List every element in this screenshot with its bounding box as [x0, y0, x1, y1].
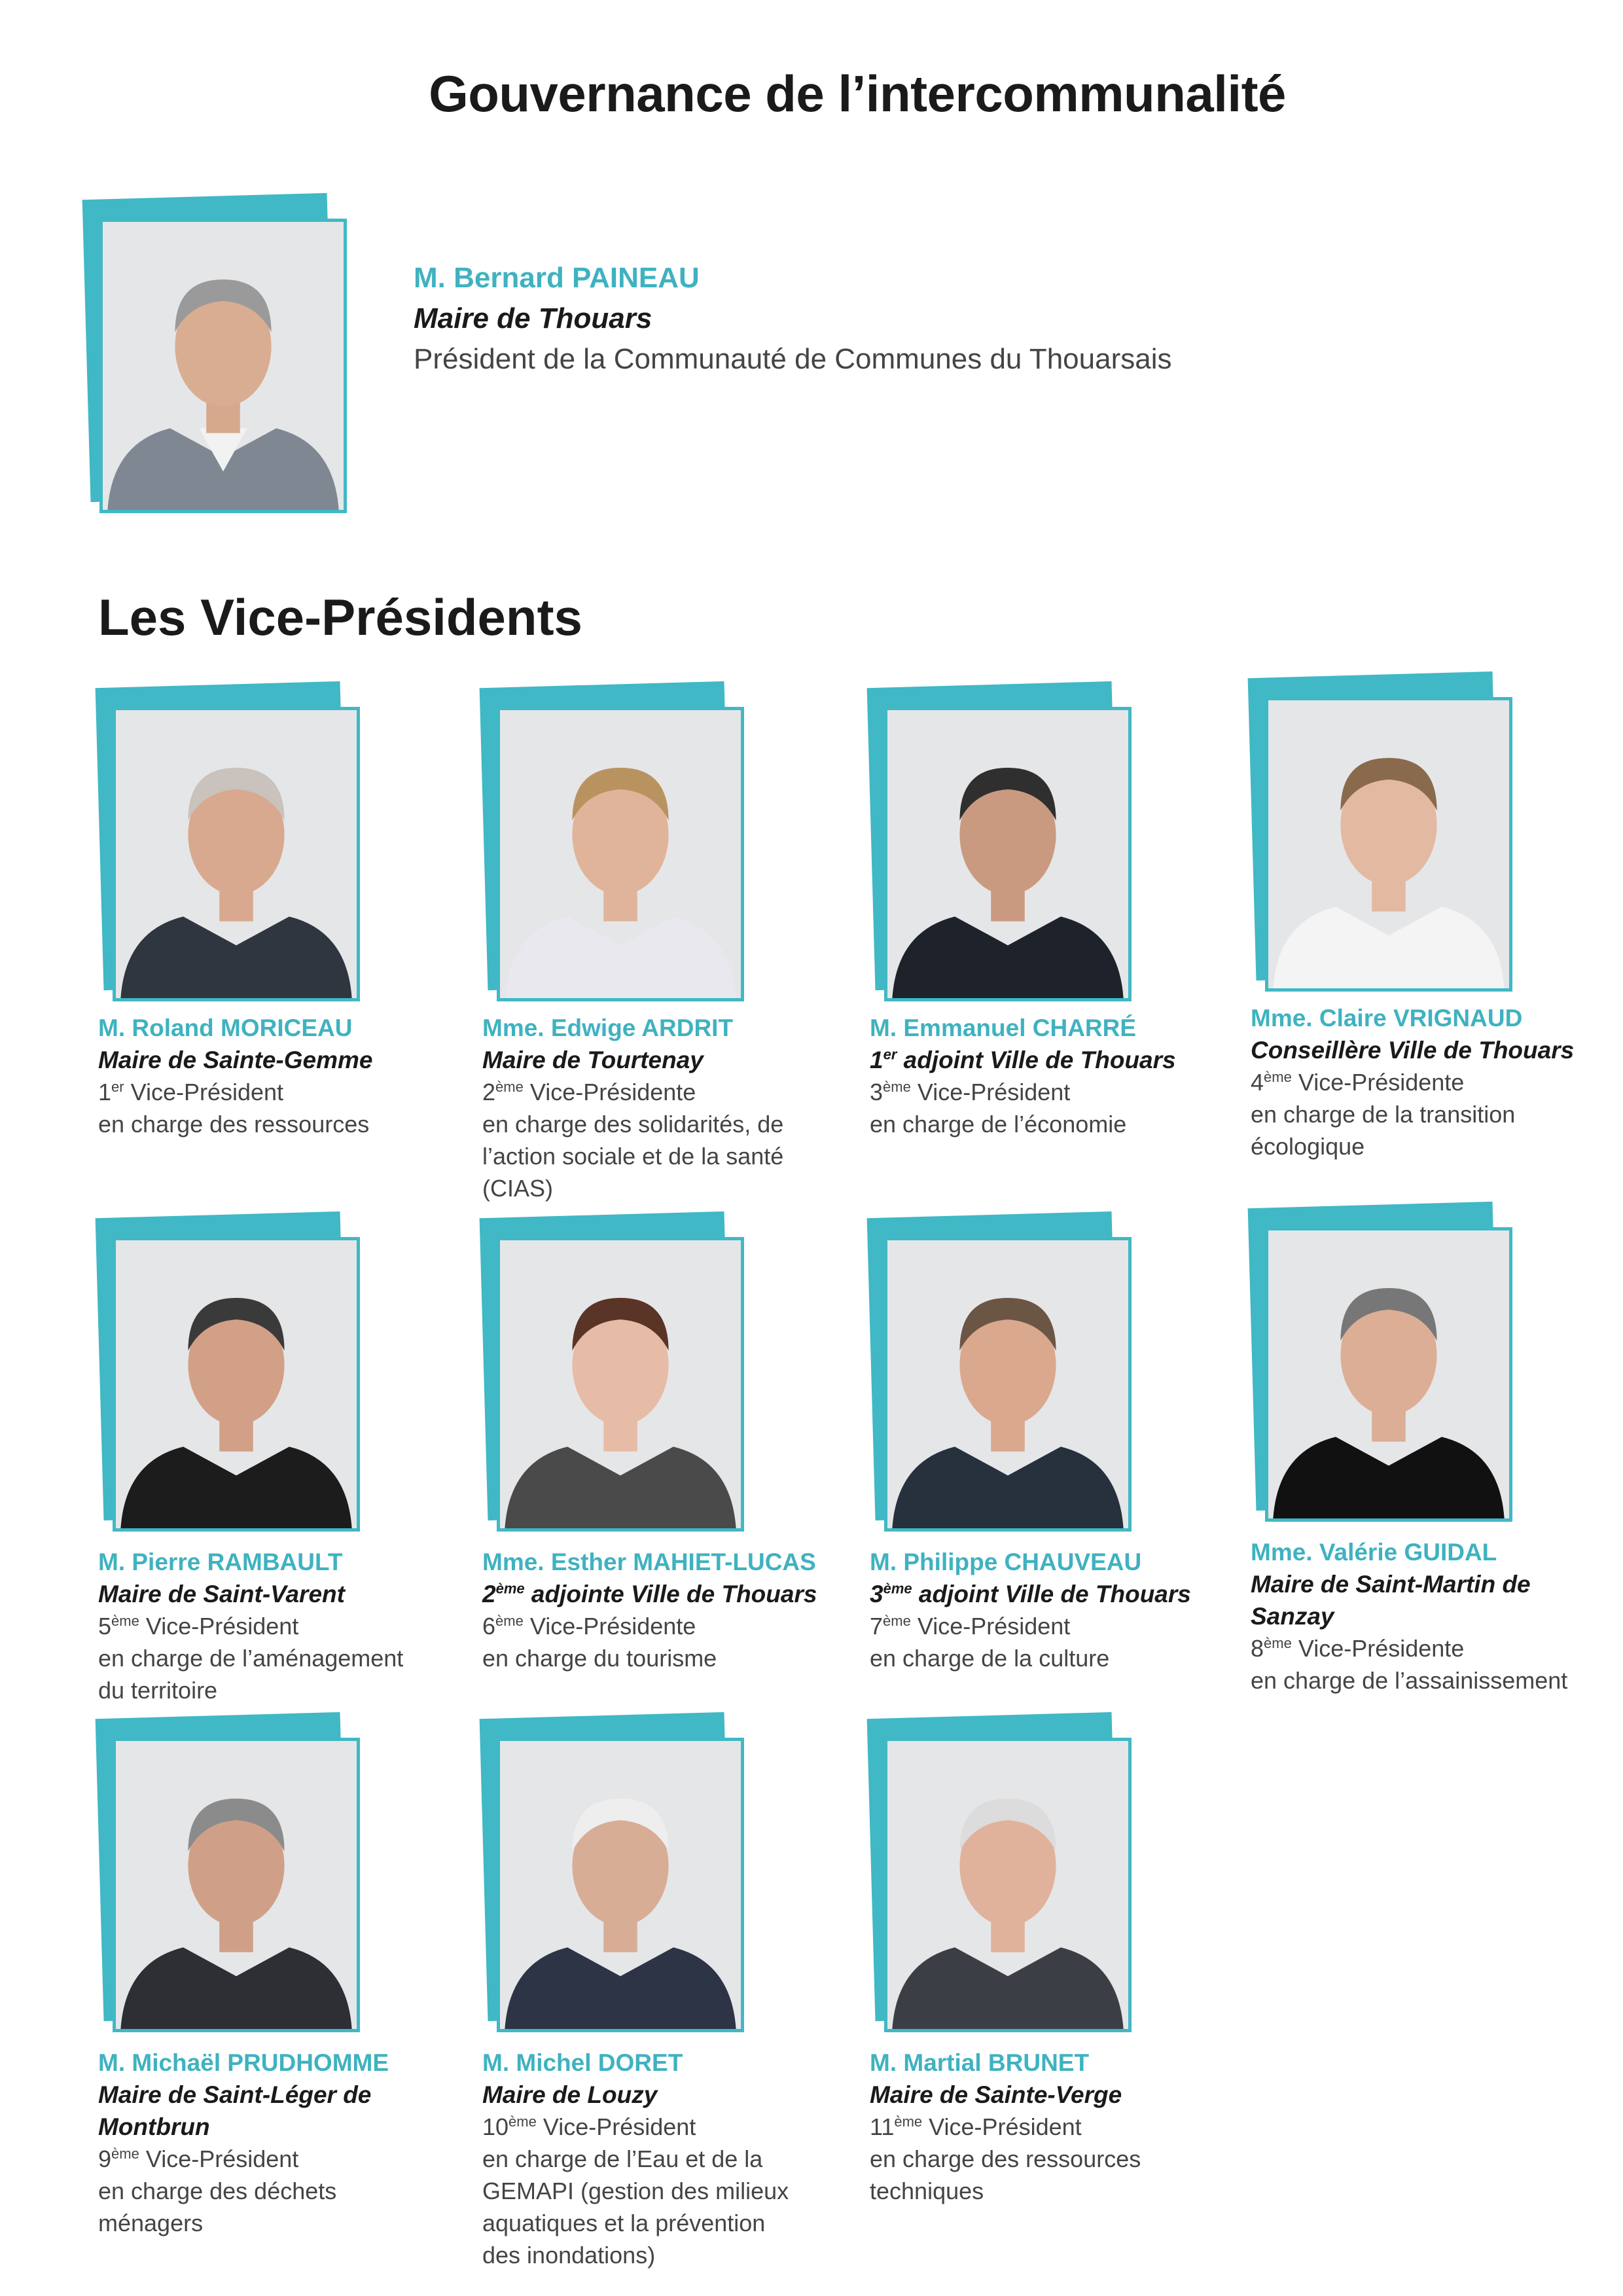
vp-role: Maire de Saint-Martin de Sanzay	[1251, 1571, 1531, 1630]
ordinal-suffix: ème	[883, 1580, 912, 1597]
portrait-photo	[497, 707, 744, 1001]
vp-photo-frame	[98, 681, 360, 1001]
vp-rank: 9ème Vice-Président	[98, 2145, 299, 2172]
vp-role: Maire de Louzy	[482, 2081, 658, 2108]
vp-rank: 1er Vice-Président	[98, 1079, 284, 1105]
portrait-photo	[884, 707, 1132, 1001]
vp-rank: 10ème Vice-Président	[482, 2113, 696, 2140]
vp-photo-frame	[482, 1211, 744, 1532]
vp-photo-frame	[482, 681, 744, 1001]
ordinal-suffix: ème	[111, 2145, 139, 2162]
vp-name: Mme. Esther MAHIET-LUCAS	[482, 1549, 816, 1575]
vp-rank: 11ème Vice-Président	[870, 2113, 1082, 2140]
vp-description: en charge des solidarités, de l’action sociale et de la santé (CIAS)	[482, 1111, 784, 1202]
vp-name: M. Martial BRUNET	[870, 2049, 1090, 2076]
portrait-photo	[497, 1738, 744, 2032]
vp-rank: 3ème Vice-Président	[870, 1079, 1071, 1105]
portrait-photo	[113, 1738, 360, 2032]
vp-info	[1251, 1536, 1617, 1696]
vp-info	[482, 1012, 849, 1204]
president-name: M. Bernard PAINEAU	[414, 262, 700, 294]
vp-photo-frame	[98, 1712, 360, 2032]
page-title: Gouvernance de l’intercommunalité	[429, 65, 1286, 122]
vp-photo-frame	[870, 681, 1132, 1001]
vp-info	[98, 1546, 465, 1706]
ordinal-suffix: ème	[495, 1613, 524, 1629]
ordinal-suffix: ème	[495, 1580, 525, 1597]
vp-role: Maire de Saint-Léger de Montbrun	[98, 2081, 372, 2140]
vp-name: M. Pierre RAMBAULT	[98, 1549, 343, 1575]
ordinal-suffix: ème	[1264, 1069, 1292, 1085]
vp-description: en charge des ressources techniques	[870, 2145, 1141, 2204]
ordinal-suffix: ème	[883, 1613, 911, 1629]
vp-rank: 7ème Vice-Président	[870, 1613, 1071, 1640]
ordinal-suffix: ème	[495, 1079, 524, 1095]
vp-photo-frame	[482, 1712, 744, 2032]
vp-photo-frame	[1251, 671, 1512, 992]
portrait-photo	[113, 1237, 360, 1532]
vp-name: M. Michel DORET	[482, 2049, 683, 2076]
section-title: Les Vice-Présidents	[98, 588, 582, 646]
vp-info	[98, 1012, 465, 1140]
vp-role: 2ème adjointe Ville de Thouars	[482, 1580, 817, 1607]
ordinal-suffix: ème	[508, 2113, 537, 2130]
ordinal-suffix: ème	[1264, 1635, 1292, 1651]
vp-name: M. Emmanuel CHARRÉ	[870, 1014, 1137, 1041]
portrait-photo	[884, 1738, 1132, 2032]
vp-description: en charge de l’aménagement du territoire	[98, 1645, 404, 1704]
vp-description: en charge de l’Eau et de la GEMAPI (gestion des milieux aquatiques et la prévention des inondations)	[482, 2145, 789, 2269]
vp-name: M. Philippe CHAUVEAU	[870, 1549, 1142, 1575]
vp-photo-frame	[1251, 1201, 1512, 1522]
vp-description: en charge de la transition écologique	[1251, 1101, 1516, 1160]
vp-name: M. Roland MORICEAU	[98, 1014, 353, 1041]
ordinal-suffix: ème	[894, 2113, 923, 2130]
ordinal-suffix: ème	[111, 1613, 139, 1629]
vp-rank: 6ème Vice-Présidente	[482, 1613, 696, 1640]
vp-info	[870, 1546, 1236, 1674]
vp-photo-frame	[870, 1211, 1132, 1532]
vp-description: en charge de l’économie	[870, 1111, 1127, 1138]
vp-role: Maire de Saint-Varent	[98, 1581, 345, 1607]
vp-info	[482, 2047, 849, 2271]
vp-rank: 8ème Vice-Présidente	[1251, 1635, 1465, 1662]
president-description: Président de la Communauté de Communes du Thouarsais	[414, 343, 1172, 375]
vp-role: Maire de Tourtenay	[482, 1047, 704, 1073]
vp-name: Mme. Valérie GUIDAL	[1251, 1539, 1497, 1566]
vp-rank: 5ème Vice-Président	[98, 1613, 299, 1640]
portrait-photo	[1265, 1227, 1512, 1522]
vp-info	[1251, 1002, 1617, 1162]
vp-info	[870, 1012, 1236, 1140]
vp-info	[98, 2047, 465, 2239]
vp-role: Maire de Sainte-Gemme	[98, 1047, 373, 1073]
vp-role: 3ème adjoint Ville de Thouars	[870, 1580, 1191, 1607]
ordinal-suffix: er	[883, 1046, 897, 1063]
president-role: Maire de Thouars	[414, 302, 652, 334]
vp-role: 1er adjoint Ville de Thouars	[870, 1046, 1176, 1073]
vp-photo-frame	[870, 1712, 1132, 2032]
portrait-photo	[99, 219, 347, 513]
portrait-photo	[884, 1237, 1132, 1532]
vp-description: en charge des déchets ménagers	[98, 2178, 337, 2236]
portrait-photo	[113, 707, 360, 1001]
vp-name: M. Michaël PRUDHOMME	[98, 2049, 389, 2076]
ordinal-suffix: ème	[883, 1079, 911, 1095]
vp-role: Maire de Sainte-Verge	[870, 2081, 1122, 2108]
ordinal-suffix: er	[111, 1079, 124, 1095]
vp-description: en charge du tourisme	[482, 1645, 717, 1672]
vp-name: Mme. Claire VRIGNAUD	[1251, 1005, 1523, 1031]
vp-role: Conseillère Ville de Thouars	[1251, 1037, 1575, 1064]
vp-rank: 2ème Vice-Présidente	[482, 1079, 696, 1105]
vp-name: Mme. Edwige ARDRIT	[482, 1014, 734, 1041]
vp-info	[482, 1546, 849, 1674]
portrait-photo	[1265, 697, 1512, 992]
president-info	[414, 258, 1171, 380]
vp-rank: 4ème Vice-Présidente	[1251, 1069, 1465, 1096]
vp-description: en charge de la culture	[870, 1645, 1110, 1672]
portrait-photo	[497, 1237, 744, 1532]
president-photo-frame	[85, 192, 347, 513]
vp-photo-frame	[98, 1211, 360, 1532]
vp-info	[870, 2047, 1236, 2207]
vp-description: en charge des ressources	[98, 1111, 370, 1138]
vp-description: en charge de l’assainissement	[1251, 1667, 1568, 1694]
